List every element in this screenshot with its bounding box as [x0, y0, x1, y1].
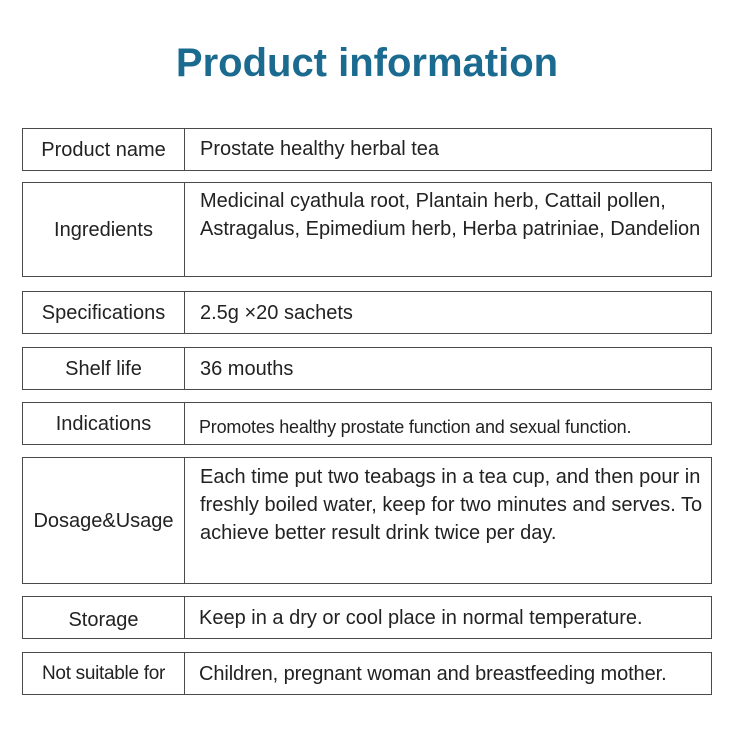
row-label: Indications	[23, 403, 185, 444]
row-value: Each time put two teabags in a tea cup, and then pour in freshly boiled water, keep for two minutes and serves. To achieve better result drink twice per day.	[200, 466, 703, 544]
row-label: Dosage&Usage	[23, 458, 185, 583]
table-row-storage	[22, 596, 712, 639]
row-value: Promotes healthy prostate function and sexual function.	[199, 417, 632, 437]
row-label: Storage	[23, 597, 185, 638]
row-label: Ingredients	[23, 183, 185, 276]
table-row-not-suitable-for	[22, 652, 712, 695]
row-value: Children, pregnant woman and breastfeeding mother.	[199, 662, 667, 685]
row-value: 2.5g ×20 sachets	[200, 301, 353, 324]
row-value: 36 mouths	[200, 357, 294, 380]
table-row-shelf-life	[22, 347, 712, 390]
row-label: Not suitable for	[23, 653, 185, 694]
row-value: Medicinal cyathula root, Plantain herb, Cattail pollen, Astragalus, Epimedium herb, Herba patriniae, Dandelion	[200, 190, 701, 240]
table-row-specifications	[22, 291, 712, 334]
row-value: Keep in a dry or cool place in normal temperature.	[199, 606, 643, 629]
table-row-dosage-usage	[22, 457, 712, 584]
row-label: Product name	[23, 129, 185, 170]
table-row-ingredients	[22, 182, 712, 277]
table-row-indications	[22, 402, 712, 445]
row-label: Specifications	[23, 292, 185, 333]
row-value: Prostate healthy herbal tea	[200, 138, 440, 160]
table-row-product-name	[22, 128, 712, 171]
page-title: Product information	[175, 41, 559, 85]
row-label: Shelf life	[23, 348, 185, 389]
